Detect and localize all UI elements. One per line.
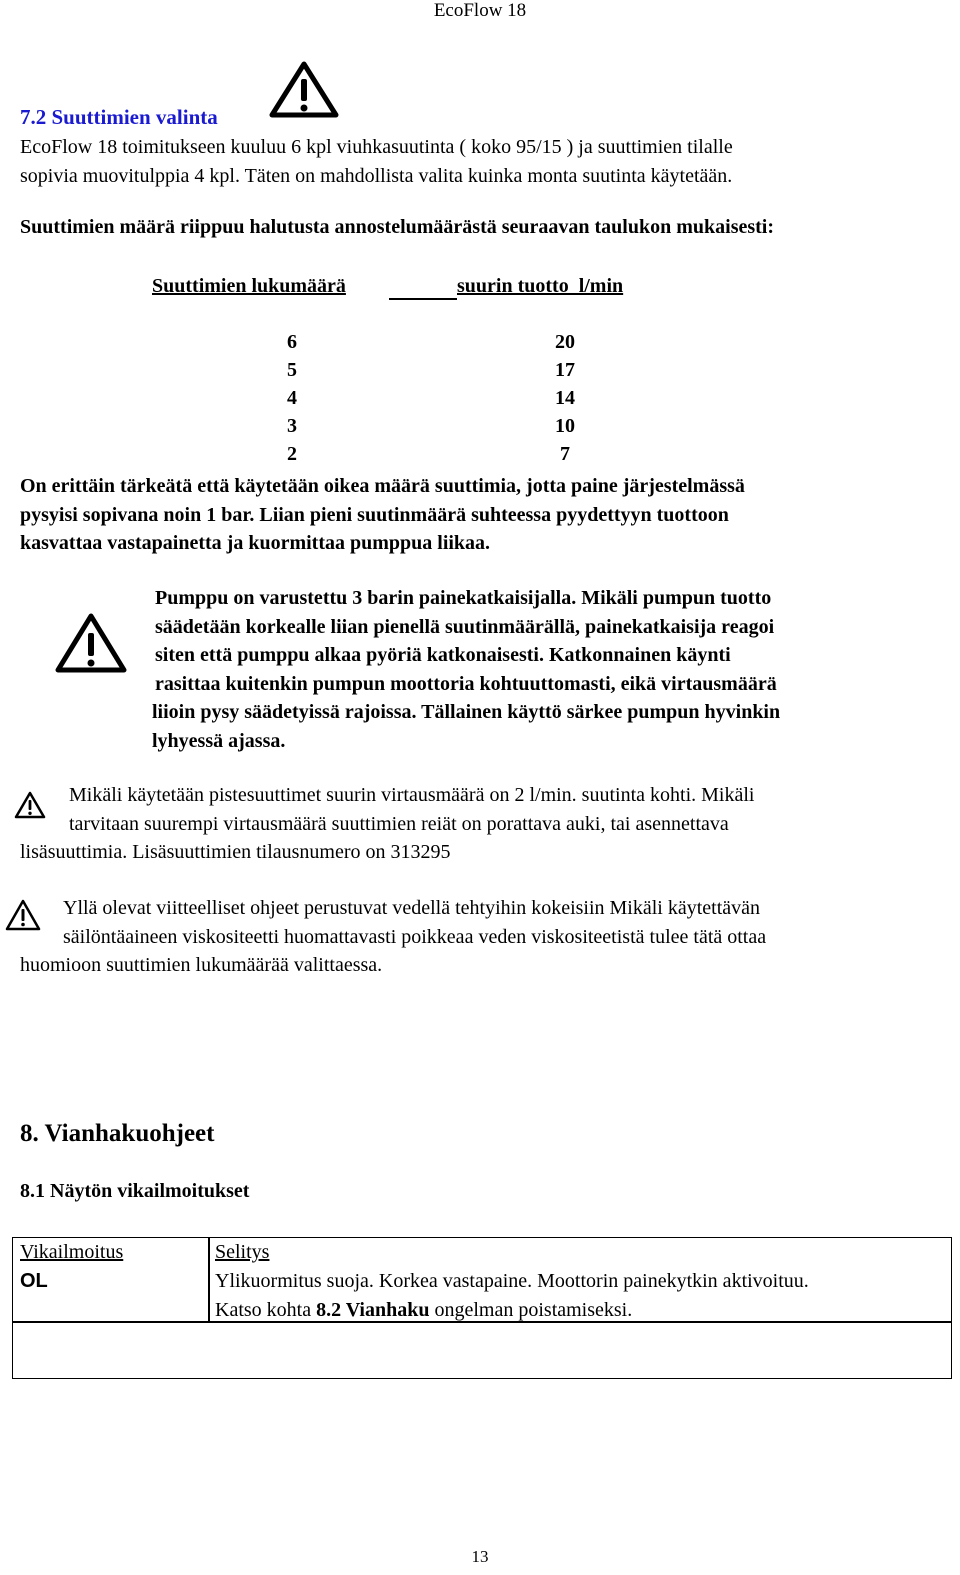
- max-flow-cell: 14: [555, 387, 575, 409]
- pump-warning-line: siten että pumppu alkaa pyöriä katkonaisesti. Katkonnainen käynti: [155, 644, 731, 666]
- fault-explanation-prefix: Katso kohta: [215, 1298, 317, 1321]
- intro-line: sopivia muovitulppia 4 kpl. Täten on mahdollista valita kuinka monta suutinta käytetään.: [20, 164, 733, 187]
- viscosity-warning-line: Yllä olevat viitteelliset ohjeet perustuvat vedellä tehtyihin kokeisiin Mikäli käytettävän: [63, 897, 761, 919]
- max-flow-cell: 20: [555, 331, 575, 353]
- max-flow-cell: 17: [555, 359, 575, 381]
- table-header-nozzle-count: Suuttimien lukumäärä: [152, 275, 346, 297]
- nozzle-warning-line: Mikäli käytetään pistesuuttimet suurin virtausmäärä on 2 l/min. suutinta kohti. Mikäli: [69, 784, 755, 806]
- fault-explanation-cell: [215, 1267, 809, 1324]
- nozzle-count-cell: 4: [287, 387, 297, 409]
- pump-warning-line: säädetään korkealle liian pienellä suutinmäärällä, painekatkaisija reagoi: [155, 615, 775, 638]
- viscosity-warning: [20, 894, 766, 980]
- pump-warning-line: rasittaa kuitenkin pumpun moottoria kohtuuttomasti, eikä virtausmäärä: [155, 672, 777, 695]
- pump-warning-line: lyhyessä ajassa.: [152, 729, 286, 752]
- nozzle-count-cell: 6: [287, 331, 297, 353]
- important-line: pysyisi sopivana noin 1 bar. Liian pieni suutinmäärä suhteessa pyydettyyn tuottoon: [20, 503, 729, 526]
- nozzle-count-intro: Suuttimien määrä riippuu halutusta annostelumäärästä seuraavan taulukon mukaisesti:: [20, 216, 775, 238]
- fault-code-cell: OL: [20, 1270, 48, 1292]
- page-number: 13: [471, 1547, 489, 1566]
- warning-triangle-icon: [268, 58, 340, 120]
- section-7-2-title: 7.2 Suuttimien valinta: [20, 105, 218, 129]
- nozzle-count-cell: 3: [287, 415, 297, 437]
- max-flow-cell: 10: [555, 415, 575, 437]
- fault-explanation-line: [215, 1296, 809, 1325]
- section-8-1-title: 8.1 Näytön vikailmoitukset: [20, 1180, 250, 1202]
- important-paragraph: [20, 472, 745, 558]
- nozzle-count-cell: 5: [287, 359, 297, 381]
- cross-reference-link: 8.2 Vianhaku: [316, 1298, 430, 1321]
- table-header-underline: [389, 298, 457, 300]
- table-column-divider: [208, 1238, 210, 1322]
- intro-paragraph: [20, 133, 733, 190]
- fault-explanation-suffix: ongelman poistamiseksi.: [429, 1298, 633, 1321]
- nozzle-warning-line: lisäsuuttimia. Lisäsuuttimien tilausnumero on 313295: [20, 841, 451, 863]
- important-line: On erittäin tärkeätä että käytetään oikea määrä suuttimia, jotta paine järjestelmässä: [20, 475, 745, 497]
- viscosity-warning-line: säilöntäaineen viskositeetti huomattavasti poikkeaa veden viskositeetistä tulee tätä ottaa: [63, 925, 767, 948]
- fault-table-header-code: Vikailmoitus: [20, 1241, 124, 1263]
- pump-warning-line: Pumppu on varustettu 3 barin painekatkaisijalla. Mikäli pumpun tuotto: [155, 587, 772, 609]
- nozzle-warning-line: tarvitaan suurempi virtausmäärä suuttimien reiät on porattava auki, tai asennettava: [69, 812, 729, 835]
- max-flow-cell: 7: [560, 443, 570, 465]
- intro-line: EcoFlow 18 toimitukseen kuuluu 6 kpl viuhkasuutinta ( koko 95/15 ) ja suuttimien tilalle: [20, 136, 733, 158]
- table-header-max-flow: suurin tuotto_l/min: [457, 275, 624, 297]
- pump-warning-line: liioin pysy säädetyissä rajoissa. Tällainen käyttö särkee pumpun hyvinkin: [152, 701, 781, 723]
- section-8-title: 8. Vianhakuohjeet: [20, 1120, 215, 1147]
- warning-triangle-icon: [54, 610, 128, 676]
- fault-code-table: [12, 1237, 952, 1379]
- fault-explanation-line: Ylikuormitus suoja. Korkea vastapaine. Moottorin painekytkin aktivoituu.: [215, 1270, 809, 1292]
- fault-table-header-explanation: Selitys: [215, 1241, 270, 1263]
- nozzle-count-cell: 2: [287, 443, 297, 465]
- page-header-title: EcoFlow 18: [433, 0, 527, 21]
- viscosity-warning-line: huomioon suuttimien lukumäärää valittaessa.: [20, 954, 383, 976]
- important-line: kasvattaa vastapainetta ja kuormittaa pumppua liikaa.: [20, 532, 491, 554]
- point-nozzle-warning: [20, 781, 754, 867]
- pump-pressure-warning: [152, 584, 780, 755]
